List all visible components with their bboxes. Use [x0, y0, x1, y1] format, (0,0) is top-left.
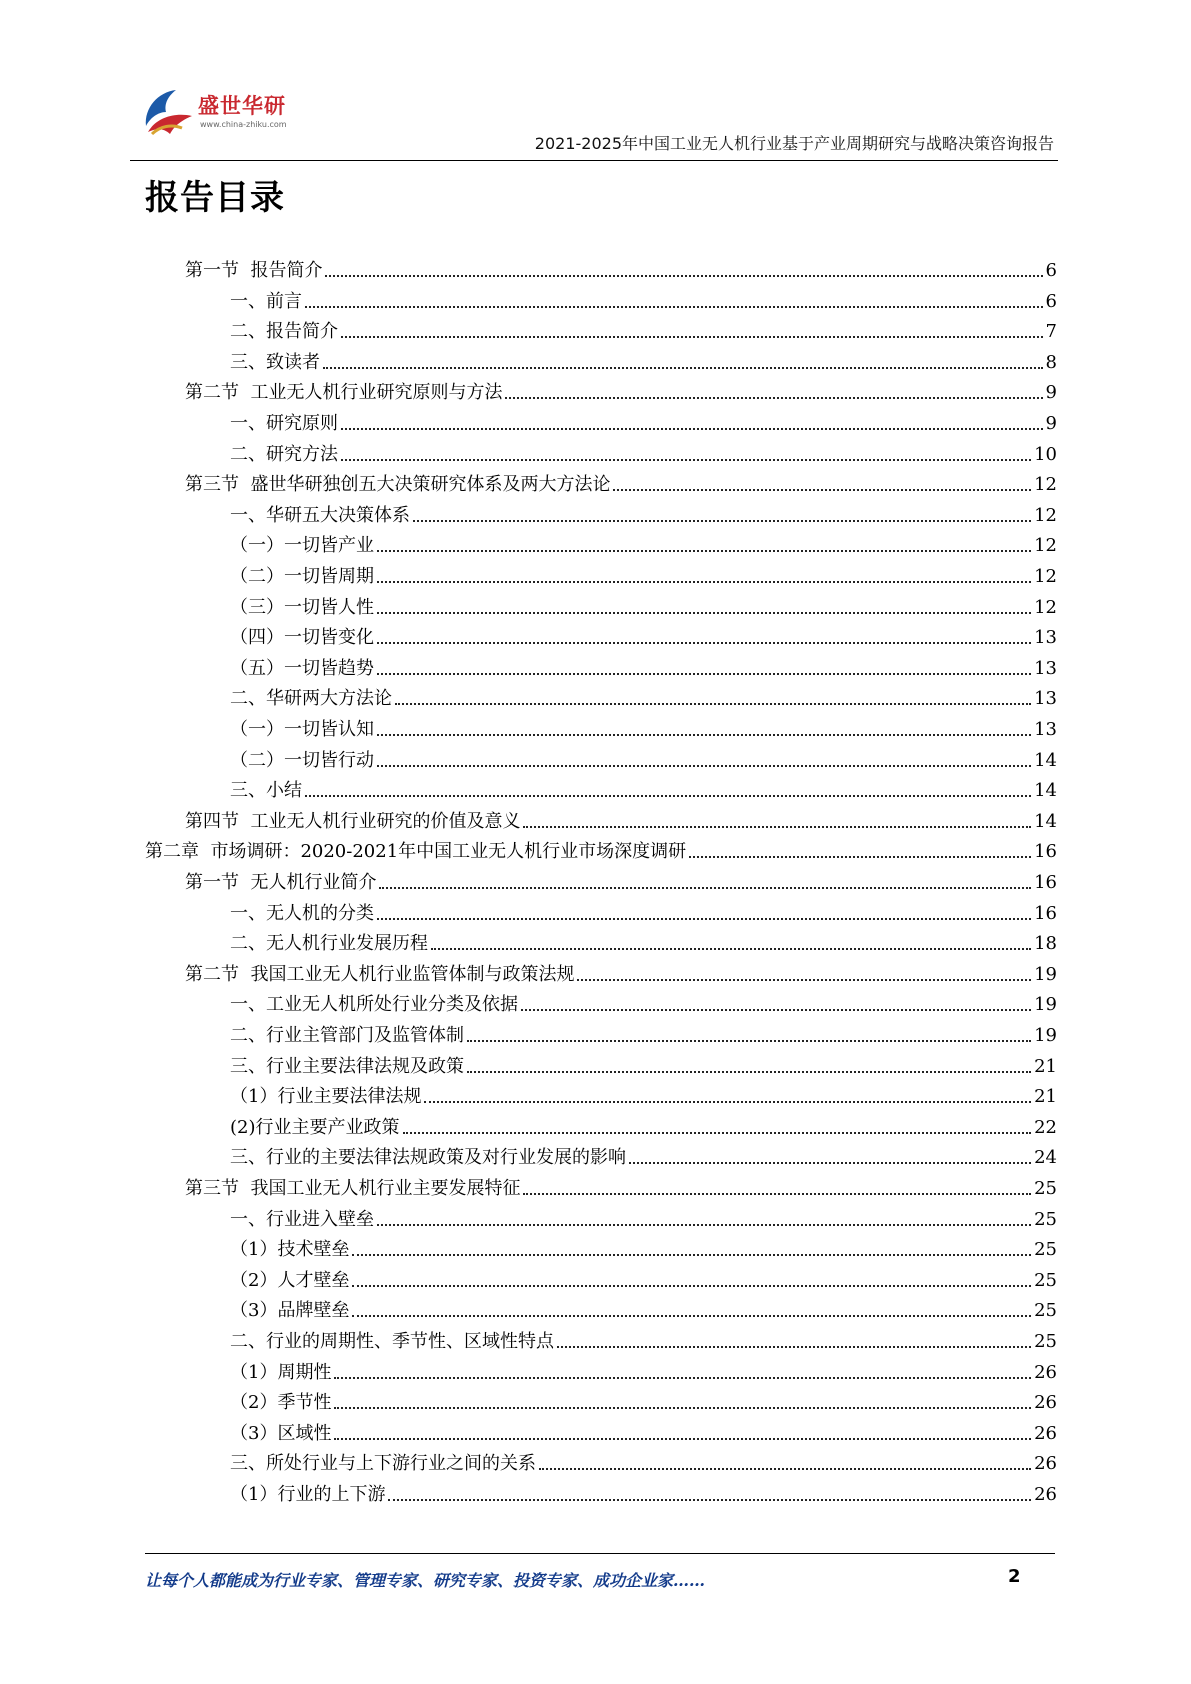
toc-entry[interactable]	[230, 289, 1057, 313]
toc-entry[interactable]	[230, 1390, 1057, 1414]
toc-entry[interactable]	[230, 901, 1057, 925]
toc-dot-leader	[325, 274, 1042, 277]
toc-entry-page: 14	[1034, 749, 1057, 771]
toc-entry[interactable]	[185, 258, 1057, 282]
toc-dot-leader	[341, 458, 1031, 461]
toc-entry[interactable]	[230, 686, 1057, 710]
toc-entry-label: （四）一切皆变化	[230, 627, 374, 649]
toc-entry[interactable]	[185, 472, 1057, 496]
page-header	[130, 78, 1058, 161]
toc-dot-leader	[413, 519, 1031, 522]
toc-entry-page: 16	[1034, 872, 1057, 893]
toc-entry-page: 19	[1034, 963, 1057, 985]
toc-dot-leader	[505, 396, 1042, 399]
toc-entry[interactable]	[230, 350, 1057, 374]
toc-entry-label: （2）人才壁垒	[230, 1269, 350, 1291]
toc-entry-page: 21	[1034, 1055, 1057, 1077]
toc-entry-page: 26	[1034, 1361, 1057, 1383]
toc-entry[interactable]	[230, 1207, 1057, 1231]
toc-entry-label: （1）周期性	[230, 1361, 332, 1383]
toc-dot-leader	[377, 549, 1031, 552]
toc-entry-page: 10	[1034, 443, 1057, 465]
toc-entry-page: 26	[1034, 1453, 1057, 1475]
toc-entry-page: 9	[1045, 413, 1057, 434]
toc-dot-leader	[377, 641, 1031, 644]
toc-entry-label: 第三节 我国工业无人机行业主要发展特征	[185, 1178, 521, 1199]
toc-entry-label: 三、致读者	[230, 351, 320, 373]
toc-dot-leader	[431, 947, 1031, 950]
toc-entry-page: 22	[1034, 1116, 1057, 1138]
toc-entry[interactable]	[230, 1237, 1057, 1261]
toc-dot-leader	[629, 1161, 1031, 1164]
toc-entry-page: 6	[1045, 290, 1057, 312]
toc-entry[interactable]	[185, 1176, 1057, 1200]
toc-entry-page: 26	[1034, 1422, 1057, 1444]
toc-dot-leader	[305, 794, 1031, 797]
company-logo	[138, 82, 318, 142]
toc-entry-label: 二、报告简介	[230, 321, 338, 343]
toc-dot-leader	[377, 764, 1031, 767]
toc-entry-page: 26	[1034, 1484, 1057, 1505]
toc-entry[interactable]	[230, 1084, 1057, 1108]
toc-entry-page: 7	[1045, 321, 1057, 343]
toc-entry[interactable]	[230, 1298, 1057, 1322]
document-title: 2021-2025年中国工业无人机行业基于产业周期研究与战略决策咨询报告	[534, 134, 1054, 153]
toc-entry-label: （二）一切皆行动	[230, 749, 374, 771]
toc-entry-label: 一、华研五大决策体系	[230, 504, 410, 526]
toc-dot-leader	[323, 366, 1043, 369]
toc-dot-leader	[377, 733, 1031, 736]
toc-entry[interactable]	[185, 870, 1057, 894]
toc-entry[interactable]	[145, 839, 1057, 863]
toc-entry-label: 第二章 市场调研：2020-2021年中国工业无人机行业市场深度调研	[145, 841, 687, 863]
toc-dot-leader	[377, 1223, 1031, 1226]
toc-entry[interactable]	[185, 962, 1057, 986]
toc-entry-label: 一、行业进入壁垒	[230, 1208, 374, 1230]
toc-dot-leader	[341, 335, 1043, 338]
toc-entry[interactable]	[185, 809, 1057, 833]
toc-entry-label: 一、工业无人机所处行业分类及依据	[230, 994, 518, 1016]
toc-entry-label: 三、行业主要法律法规及政策	[230, 1055, 464, 1077]
toc-entry-page: 13	[1034, 657, 1057, 679]
toc-dot-leader	[377, 672, 1031, 675]
toc-dot-leader	[379, 886, 1031, 889]
toc-entry-label: 二、行业主管部门及监管体制	[230, 1025, 464, 1046]
toc-entry[interactable]	[230, 564, 1057, 588]
footer-divider	[145, 1553, 1055, 1554]
toc-entry[interactable]	[230, 1268, 1057, 1292]
toc-dot-leader	[377, 580, 1031, 583]
toc-entry-page: 25	[1034, 1178, 1057, 1199]
toc-entry-page: 12	[1034, 474, 1057, 496]
toc-entry-page: 19	[1034, 1025, 1057, 1046]
toc-entry-label: （一）一切皆产业	[230, 535, 374, 557]
footer-slogan: 让每个人都能成为行业专家、管理专家、研究专家、投资专家、成功企业家……	[145, 1571, 706, 1590]
toc-dot-leader	[341, 427, 1043, 430]
toc-entry[interactable]	[230, 1360, 1057, 1384]
toc-entry-page: 19	[1034, 994, 1057, 1016]
logo-name: 盛世华研	[198, 94, 286, 118]
toc-entry[interactable]	[230, 1054, 1057, 1078]
toc-entry-page: 25	[1034, 1331, 1057, 1352]
toc-entry-page: 8	[1045, 351, 1057, 373]
toc-entry[interactable]	[230, 1329, 1057, 1353]
toc-entry[interactable]	[230, 1023, 1057, 1047]
toc-entry[interactable]	[230, 1451, 1057, 1475]
toc-entry-label: 二、无人机行业发展历程	[230, 933, 428, 955]
toc-dot-leader	[521, 1008, 1031, 1011]
toc-entry-label: （1）技术壁垒	[230, 1239, 350, 1261]
toc-entry[interactable]	[230, 748, 1057, 772]
toc-entry-page: 26	[1034, 1392, 1057, 1414]
toc-entry-page: 16	[1034, 902, 1057, 924]
toc-entry-label: 第四节 工业无人机行业研究的价值及意义	[185, 810, 521, 832]
toc-entry-page: 14	[1034, 810, 1057, 832]
toc-entry-page: 12	[1034, 566, 1057, 587]
toc-dot-leader	[467, 1039, 1031, 1042]
toc-entry-page: 25	[1034, 1208, 1057, 1230]
toc-dot-leader	[577, 978, 1031, 981]
toc-entry-page: 12	[1034, 596, 1057, 618]
toc-dot-leader	[352, 1314, 1031, 1317]
toc-entry-page: 9	[1045, 382, 1057, 404]
toc-dot-leader	[523, 1192, 1031, 1195]
toc-entry[interactable]	[230, 1115, 1057, 1139]
toc-entry[interactable]	[230, 1145, 1057, 1169]
toc-dot-leader	[613, 488, 1031, 491]
toc-dot-leader	[395, 702, 1031, 705]
toc-entry[interactable]	[230, 992, 1057, 1016]
toc-entry[interactable]	[230, 778, 1057, 802]
toc-entry-page: 16	[1034, 841, 1057, 863]
toc-dot-leader	[557, 1345, 1031, 1348]
toc-dot-leader	[334, 1406, 1031, 1409]
toc-entry-label: 第三节 盛世华研独创五大决策研究体系及两大方法论	[185, 474, 611, 496]
toc-entry-label: （2）季节性	[230, 1392, 332, 1414]
toc-entry-label: （三）一切皆人性	[230, 596, 374, 618]
toc-entry-page: 21	[1034, 1086, 1057, 1108]
toc-entry-page: 13	[1034, 688, 1057, 710]
toc-entry-page: 13	[1034, 719, 1057, 740]
toc-entry-label: 第一节 无人机行业简介	[185, 872, 377, 893]
toc-entry[interactable]	[230, 503, 1057, 527]
toc-entry[interactable]	[230, 1421, 1057, 1445]
logo-emblem-icon	[138, 82, 198, 140]
toc-entry-label: 第一节 报告简介	[185, 260, 323, 281]
toc-entry-label: （1）行业的上下游	[230, 1484, 386, 1505]
toc-dot-leader	[377, 611, 1031, 614]
page-number: 2	[1008, 1566, 1021, 1587]
toc-entry-label: 一、前言	[230, 290, 302, 312]
toc-dot-leader	[467, 1070, 1031, 1073]
toc-entry-label: （二）一切皆周期	[230, 566, 374, 587]
toc-dot-leader	[388, 1498, 1031, 1501]
toc-entry[interactable]	[230, 319, 1057, 343]
toc-dot-leader	[352, 1253, 1031, 1256]
toc-entry-label: (2)行业主要产业政策	[230, 1116, 400, 1138]
toc-entry-label: （3）品牌壁垒	[230, 1300, 350, 1322]
toc-entry[interactable]	[230, 931, 1057, 955]
toc-entry-page: 6	[1045, 260, 1057, 281]
toc-dot-leader	[403, 1131, 1032, 1134]
toc-dot-leader	[305, 305, 1043, 308]
toc-entry-label: （一）一切皆认知	[230, 719, 374, 740]
toc-entry-label: 一、无人机的分类	[230, 902, 374, 924]
toc-entry-page: 12	[1034, 535, 1057, 557]
toc-entry-label: 三、所处行业与上下游行业之间的关系	[230, 1453, 536, 1475]
toc-entry-label: 二、华研两大方法论	[230, 688, 392, 710]
toc-entry-label: 二、行业的周期性、季节性、区域性特点	[230, 1331, 554, 1352]
toc-entry-page: 24	[1034, 1147, 1057, 1169]
toc-entry-label: 第二节 工业无人机行业研究原则与方法	[185, 382, 503, 404]
toc-entry-label: （3）区域性	[230, 1422, 332, 1444]
toc-entry-label: 二、研究方法	[230, 443, 338, 465]
toc-entry[interactable]	[230, 411, 1057, 435]
toc-entry-label: 一、研究原则	[230, 413, 338, 434]
toc-entry-label: （五）一切皆趋势	[230, 657, 374, 679]
toc-dot-leader	[523, 825, 1031, 828]
toc-entry-page: 13	[1034, 627, 1057, 649]
toc-entry[interactable]	[230, 656, 1057, 680]
toc-entry-page: 25	[1034, 1239, 1057, 1261]
toc-entry-label: 三、行业的主要法律法规政策及对行业发展的影响	[230, 1147, 626, 1169]
toc-dot-leader	[377, 917, 1031, 920]
toc-entry[interactable]	[230, 717, 1057, 741]
toc-dot-leader	[352, 1284, 1031, 1287]
toc-entry-page: 18	[1034, 933, 1057, 955]
toc-entry[interactable]	[185, 380, 1057, 404]
logo-url: www.china-zhiku.com	[200, 120, 287, 129]
toc-entry-page: 14	[1034, 780, 1057, 802]
toc-entry-page: 25	[1034, 1300, 1057, 1322]
toc-entry-page: 25	[1034, 1269, 1057, 1291]
toc-dot-leader	[334, 1376, 1031, 1379]
toc-dot-leader	[689, 855, 1031, 858]
toc-dot-leader	[424, 1100, 1031, 1103]
toc-entry[interactable]	[230, 533, 1057, 557]
toc-dot-leader	[539, 1467, 1031, 1470]
toc-entry-label: 三、小结	[230, 780, 302, 802]
toc-entry[interactable]	[230, 625, 1057, 649]
toc-entry-label: 第二节 我国工业无人机行业监管体制与政策法规	[185, 963, 575, 985]
toc-entry[interactable]	[230, 595, 1057, 619]
toc-entry[interactable]	[230, 442, 1057, 466]
page-title: 报告目录	[145, 178, 285, 218]
toc-entry[interactable]	[230, 1482, 1057, 1506]
toc-entry-page: 12	[1034, 504, 1057, 526]
toc-dot-leader	[334, 1437, 1031, 1440]
toc-entry-label: （1）行业主要法律法规	[230, 1086, 422, 1108]
